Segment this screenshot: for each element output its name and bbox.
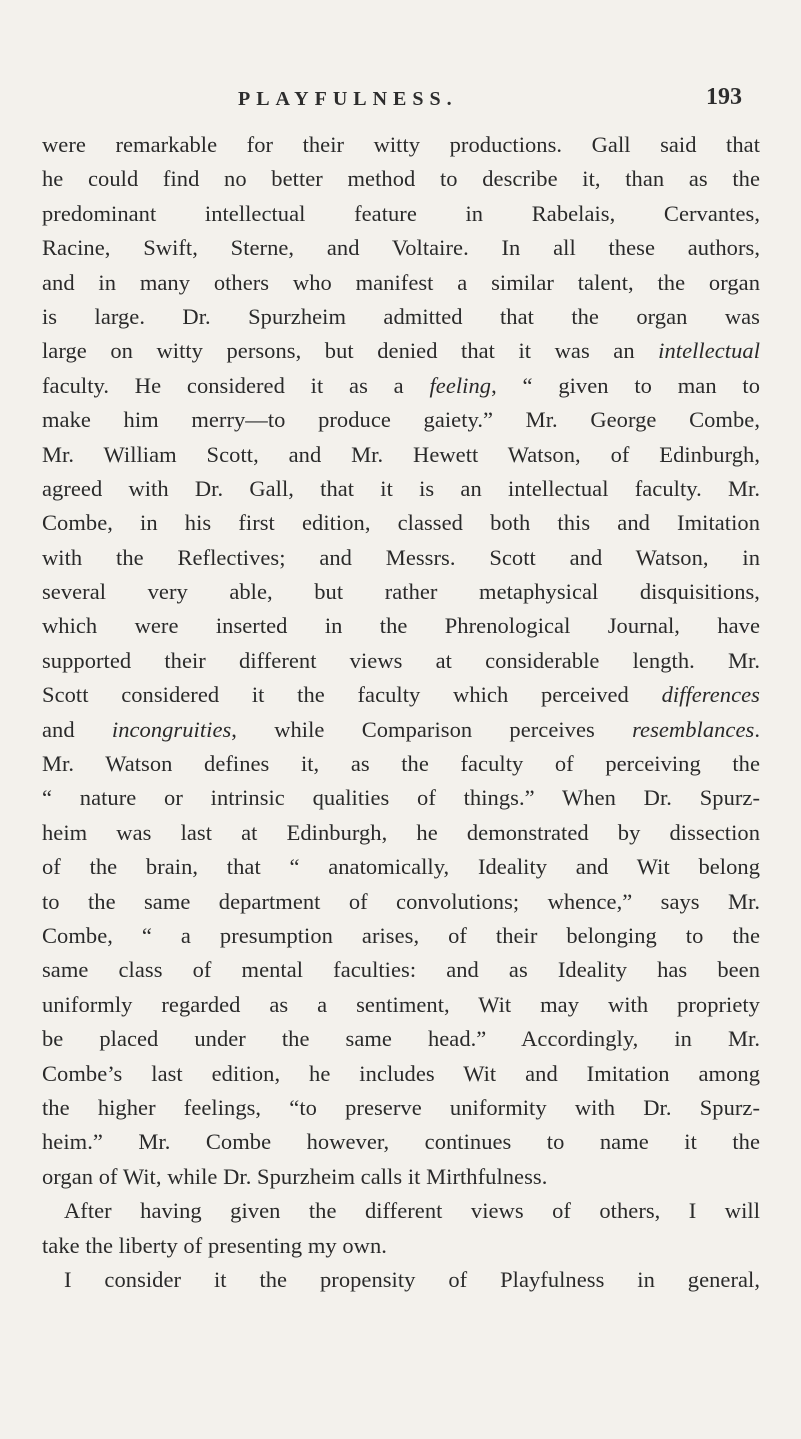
italic-text: incongruities bbox=[111, 716, 232, 742]
text-line: Scott considered it the faculty which perceived differences bbox=[42, 682, 760, 708]
text-line: be placed under the same head.” Accordingly, in Mr. bbox=[42, 1026, 760, 1052]
text-line: Mr. Watson defines it, as the faculty of perceiving the bbox=[42, 751, 760, 777]
text-line: predominant intellectual feature in Rabelais, Cervantes, bbox=[42, 200, 760, 226]
text-line: Combe, in his first edition, classed both this and Imitation bbox=[42, 510, 760, 536]
text-line: heim.” Mr. Combe however, continues to name it the bbox=[42, 1129, 760, 1155]
text-line: of the brain, that “ anatomically, Ideality and Wit belong bbox=[42, 854, 760, 880]
text-line: is large. Dr. Spurzheim admitted that the organ was bbox=[42, 303, 760, 329]
text-line: agreed with Dr. Gall, that it is an intellectual faculty. Mr. bbox=[42, 475, 760, 501]
text-line: several very able, but rather metaphysical disquisitions, bbox=[42, 579, 760, 605]
text-line: Mr. William Scott, and Mr. Hewett Watson, of Edinburgh, bbox=[42, 441, 760, 467]
text-line: organ of Wit, while Dr. Spurzheim calls it Mirthfulness. bbox=[42, 1163, 548, 1189]
text-line: supported their different views at considerable length. Mr. bbox=[42, 647, 760, 673]
text-line: which were inserted in the Phrenological Journal, have bbox=[42, 613, 760, 639]
text-line: and incongruities, while Comparison perceives resemblances. bbox=[42, 716, 760, 742]
italic-text: feeling bbox=[429, 372, 492, 398]
text-line: same class of mental faculties: and as Ideality has been bbox=[42, 957, 760, 983]
text-line: Combe’s last edition, he includes Wit and Imitation among bbox=[42, 1060, 760, 1086]
text-line: “ nature or intrinsic qualities of things.” When Dr. Spurz- bbox=[42, 785, 760, 811]
text-line: take the liberty of presenting my own. bbox=[42, 1232, 387, 1258]
italic-text: intellectual bbox=[658, 338, 760, 364]
text-line: and in many others who manifest a similar talent, the organ bbox=[42, 269, 760, 295]
text-line: large on witty persons, but denied that it was an intellectual bbox=[42, 338, 760, 364]
text-line: the higher feelings, “to preserve uniformity with Dr. Spurz- bbox=[42, 1094, 760, 1120]
text-line: were remarkable for their witty productions. Gall said that bbox=[42, 132, 760, 157]
text-line: I consider it the propensity of Playfulness in general, bbox=[64, 1266, 760, 1292]
text-line: heim was last at Edinburgh, he demonstrated by dissection bbox=[42, 819, 760, 845]
text-line: to the same department of convolutions; whence,” says Mr. bbox=[42, 888, 760, 914]
text-line: Racine, Swift, Sterne, and Voltaire. In all these authors, bbox=[42, 235, 760, 261]
italic-text: differences bbox=[661, 682, 760, 708]
running-title: PLAYFULNESS. bbox=[238, 88, 458, 110]
text-line: make him merry—to produce gaiety.” Mr. George Combe, bbox=[42, 407, 760, 433]
text-line: faculty. He considered it as a feeling, “ given to man to bbox=[42, 372, 760, 398]
body-text bbox=[42, 128, 760, 1297]
text-line: he could find no better method to describe it, than as the bbox=[42, 166, 760, 192]
italic-text: resemblances bbox=[632, 716, 755, 742]
text-line: After having given the different views of others, I will bbox=[64, 1198, 760, 1224]
page-number: 193 bbox=[706, 84, 742, 110]
text-line: uniformly regarded as a sentiment, Wit may with propriety bbox=[42, 991, 760, 1017]
text-line: Combe, “ a presumption arises, of their belonging to the bbox=[42, 922, 760, 948]
text-line: with the Reflectives; and Messrs. Scott and Watson, in bbox=[42, 544, 760, 570]
running-head bbox=[0, 84, 801, 118]
